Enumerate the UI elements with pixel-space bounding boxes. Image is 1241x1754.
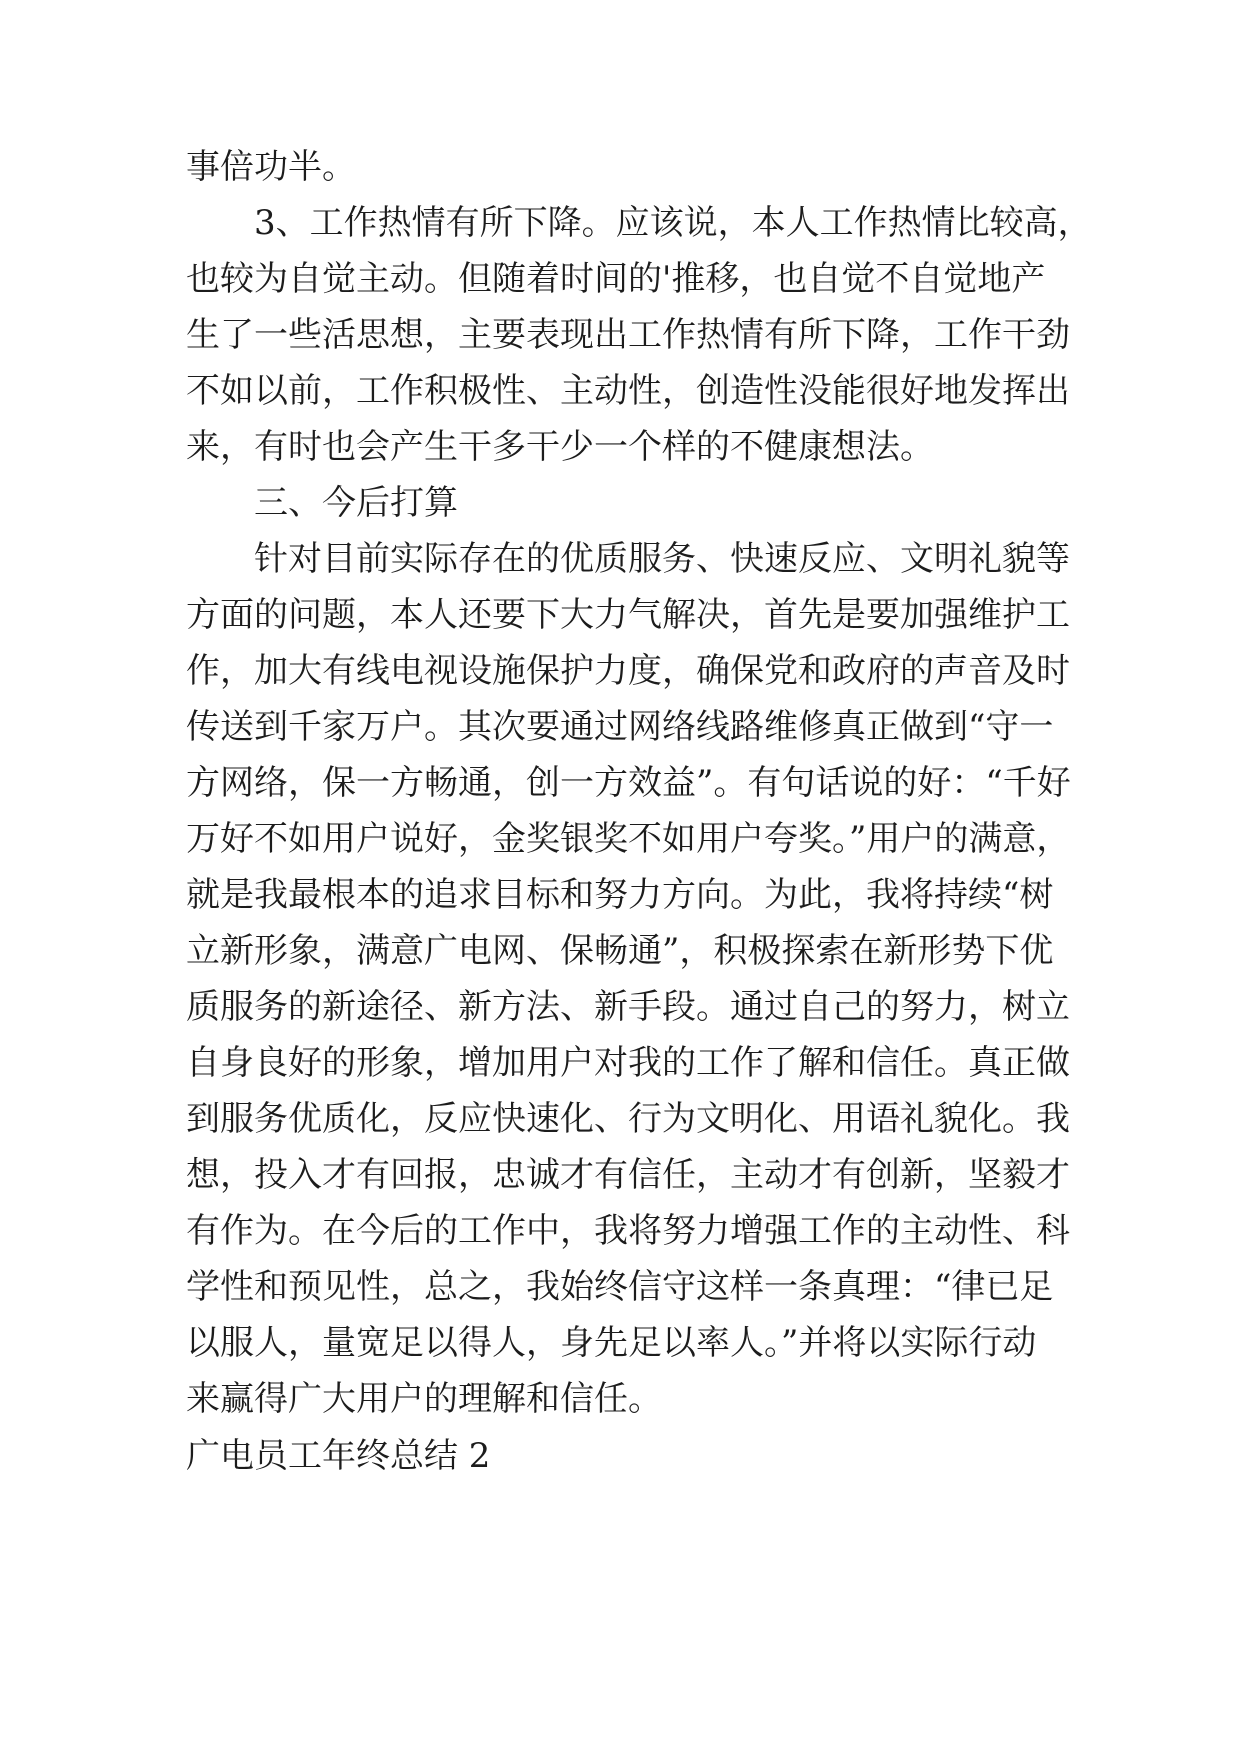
text-line: 事倍功半。 (186, 147, 356, 187)
text-line: 来赢得广大用户的理解和信任。 (186, 1379, 662, 1419)
text-line: 方网络，保一方畅通，创一方效益”。有句话说的好：“千好 (186, 763, 1071, 803)
text-line: 方面的问题，本人还要下大力气解决，首先是要加强维护工 (186, 595, 1070, 635)
text-line: 不如以前，工作积极性、主动性，创造性没能很好地发挥出 (186, 371, 1070, 411)
text-line: 作，加大有线电视设施保护力度，确保党和政府的声音及时 (186, 651, 1070, 691)
text-line: 到服务优质化，反应快速化、行为文明化、用语礼貌化。我 (186, 1099, 1070, 1139)
text-line: 质服务的新途径、新方法、新手段。通过自己的努力，树立 (186, 987, 1070, 1027)
text-line: 针对目前实际存在的优质服务、快速反应、文明礼貌等 (254, 539, 1070, 579)
text-line: 以服人，量宽足以得人，身先足以率人。”并将以实际行动 (186, 1323, 1037, 1363)
text-line: 也较为自觉主动。但随着时间的'推移，也自觉不自觉地产 (186, 259, 1046, 299)
document-title: 广电员工年终总结 2 (186, 1436, 491, 1476)
text-line: 3、工作热情有所下降。应该说，本人工作热情比较高， (254, 203, 1092, 243)
text-line: 立新形象，满意广电网、保畅通”，积极探索在新形势下优 (186, 931, 1054, 971)
text-line: 就是我最根本的追求目标和努力方向。为此，我将持续“树 (186, 875, 1054, 915)
text-line: 生了一些活思想，主要表现出工作热情有所下降，工作干劲 (186, 315, 1070, 355)
text-line: 想，投入才有回报，忠诚才有信任，主动才有创新，坚毅才 (186, 1155, 1070, 1195)
text-line: 自身良好的形象，增加用户对我的工作了解和信任。真正做 (186, 1043, 1070, 1083)
text-line: 学性和预见性，总之，我始终信守这样一条真理：“律已足 (186, 1267, 1054, 1307)
text-line: 万好不如用户说好，金奖银奖不如用户夸奖。”用户的满意， (186, 819, 1071, 859)
section-heading: 三、今后打算 (254, 483, 458, 523)
text-line: 来，有时也会产生干多干少一个样的不健康想法。 (186, 427, 934, 467)
text-line: 传送到千家万户。其次要通过网络线路维修真正做到“守一 (186, 707, 1054, 747)
text-line: 有作为。在今后的工作中，我将努力增强工作的主动性、科 (186, 1211, 1070, 1251)
